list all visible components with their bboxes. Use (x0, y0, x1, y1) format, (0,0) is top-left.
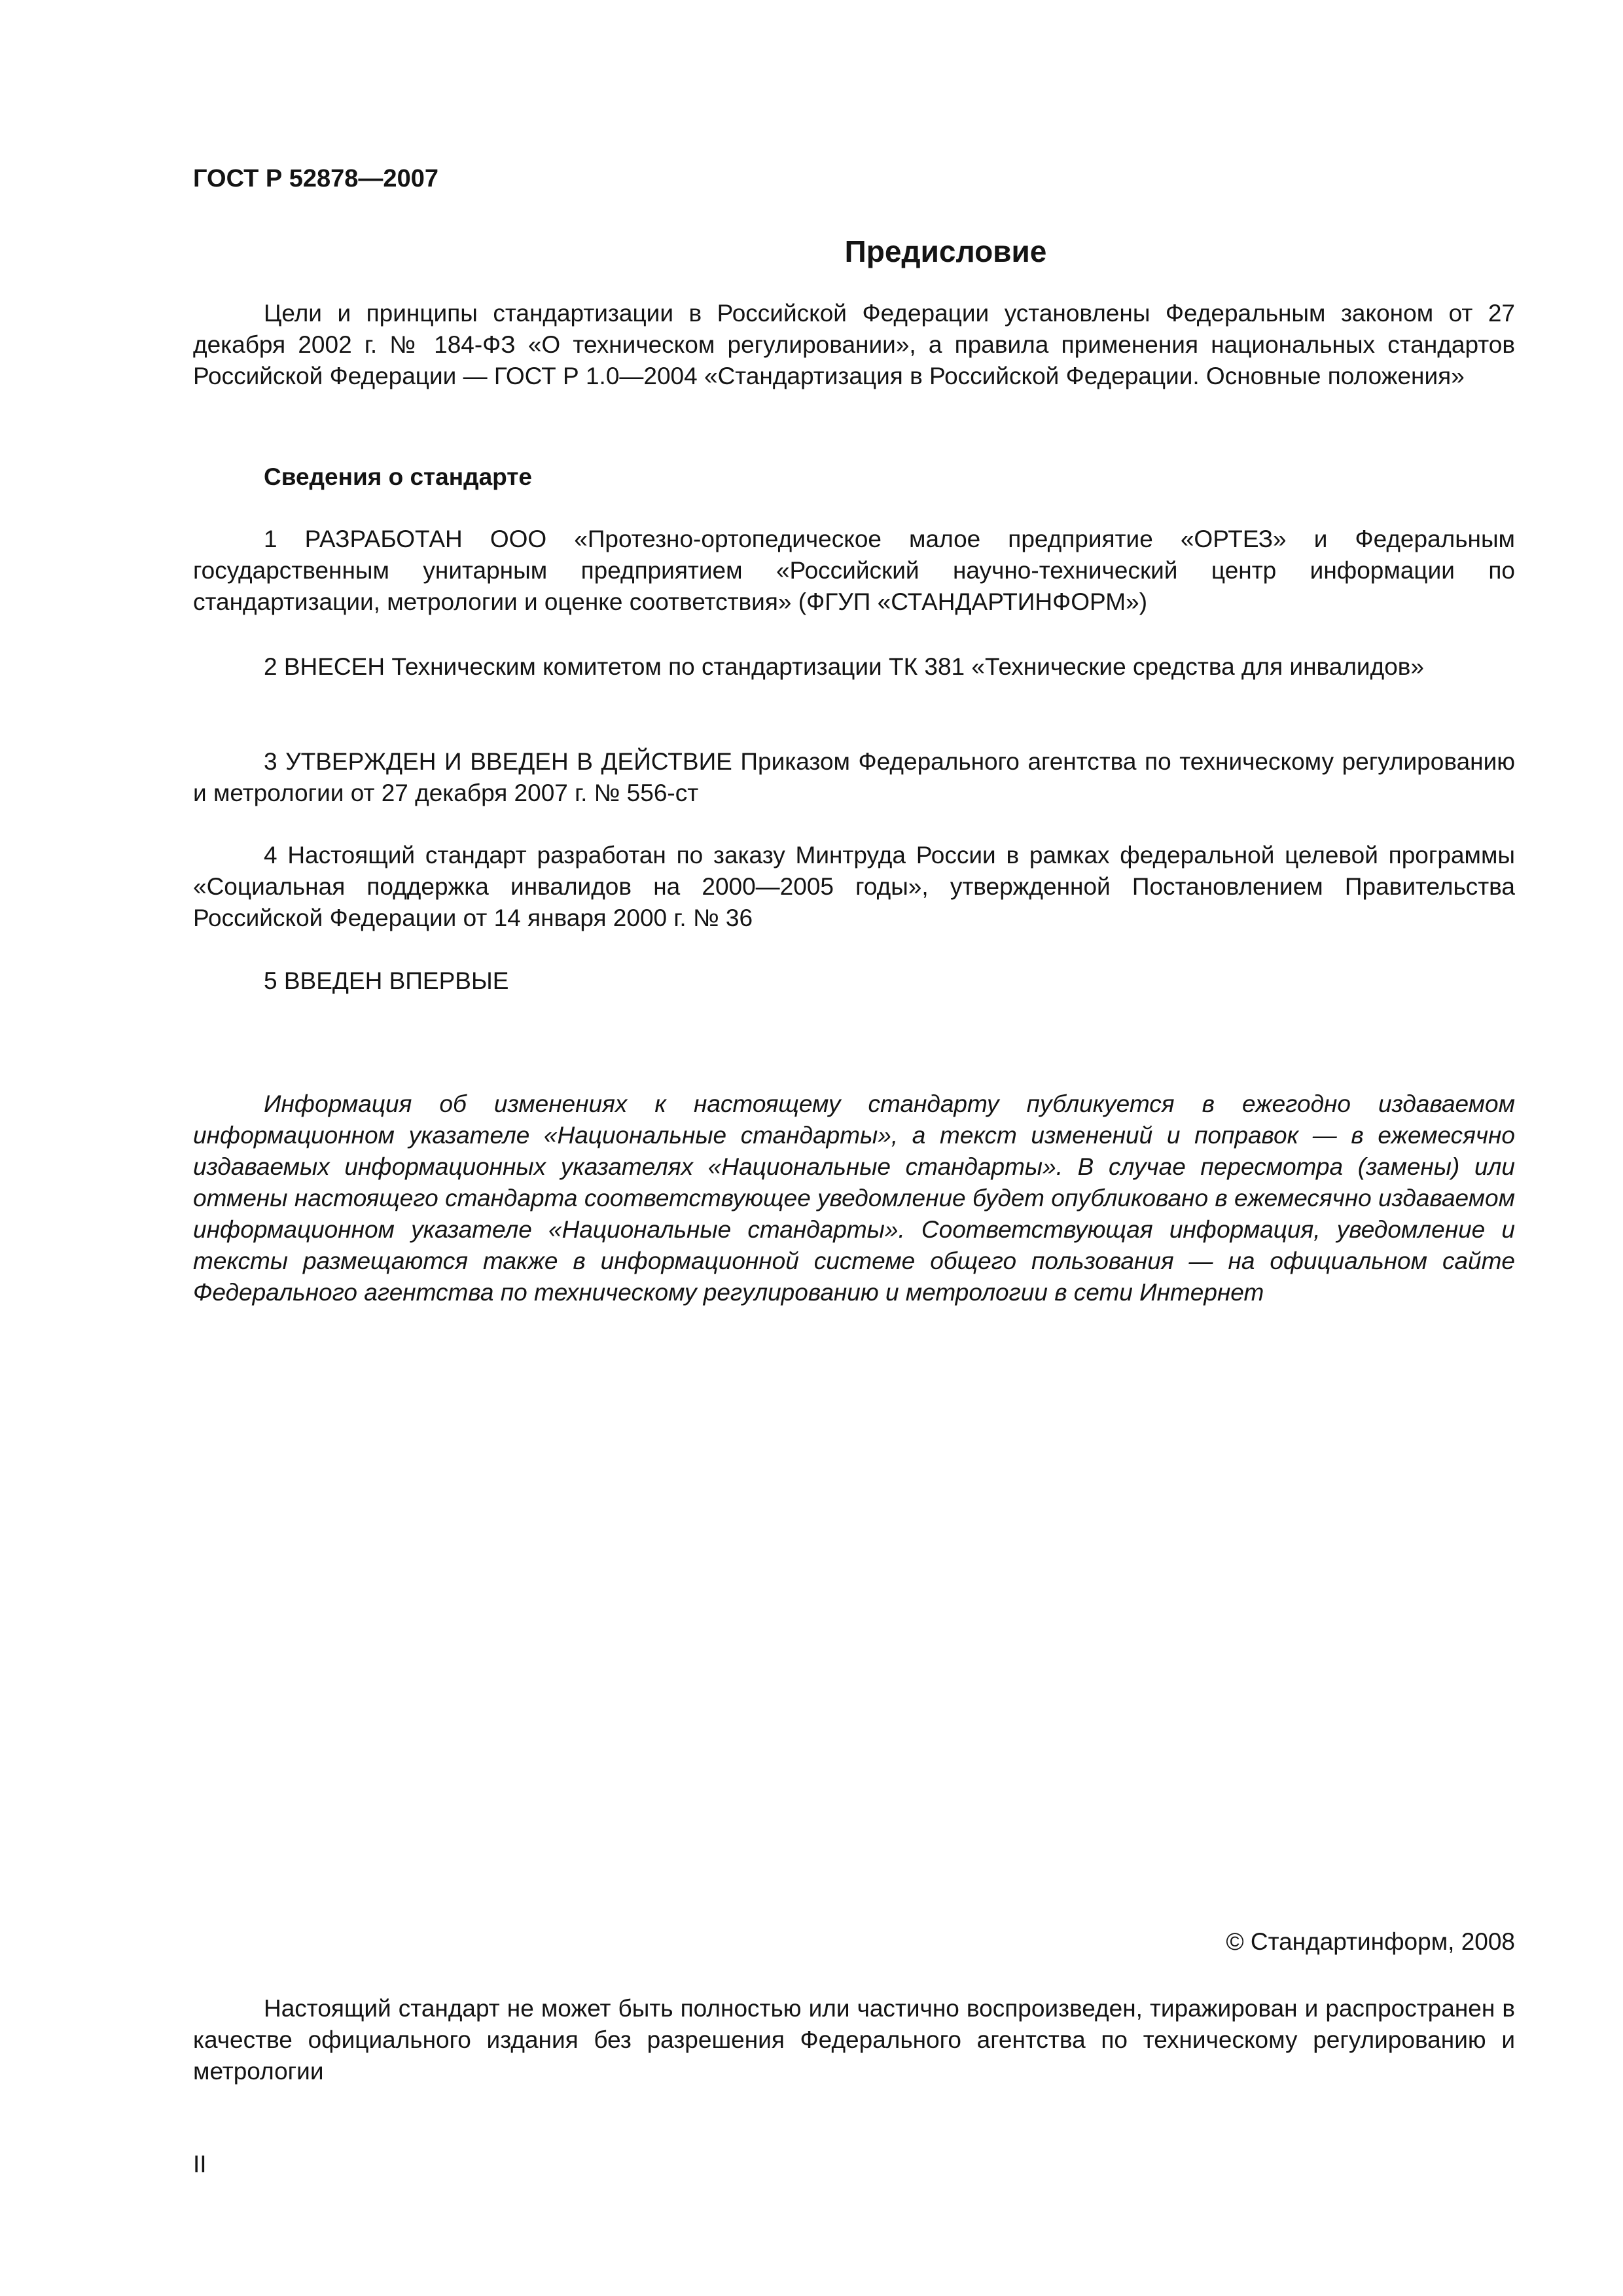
item-5: 5 ВВЕДЕН ВПЕРВЫЕ (264, 967, 509, 994)
reproduction-notice: Настоящий стандарт не может быть полностью или частично воспроизведен, тиражирован и распространен в качестве официального издания без разрешения Федерального агентства по техническому регулированию и метрологии (193, 1995, 1515, 2085)
standard-id: ГОСТ Р 52878—2007 (193, 165, 438, 192)
copyright: © Стандартинформ, 2008 (1226, 1928, 1515, 1955)
page-number: II (193, 2151, 207, 2178)
amendments-notice: Информация об изменениях к настоящему стандарту публикуется в ежегодно издаваемом информационном указателе «Национальные стандарты», а текст изменений и поправок — в ежемесячно издаваемых информационных указателях «Национальные стандарты». В случае пересмотра (замены) или отмены настоящего стандарта соответствующее уведомление будет опубликовано в ежемесячно издаваемом информационном указателе «Национальные стандарты». Соответствующая информация, уведомление и тексты размещаются также в информационной системе общего пользования — на официальном сайте Федерального агентства по техническому регулированию и метрологии в сети Интернет (193, 1090, 1515, 1306)
info-heading: Сведения о стандарте (264, 463, 532, 490)
intro-paragraph: Цели и принципы стандартизации в Российской Федерации установлены Федеральным законом от 27 декабря 2002 г. № 184-ФЗ «О техническом регулировании», а правила применения национальных стандартов Российской Федерации — ГОСТ Р 1.0—2004 «Стандартизация в Российской Федерации. Основные положения» (193, 300, 1515, 389)
page-title: Предисловие (844, 234, 1047, 268)
item-1: 1 РАЗРАБОТАН ООО «Протезно-ортопедическое малое предприятие «ОРТЕЗ» и Федеральным государственным унитарным предприятием «Российский научно-технический центр информации по стандартизации, метрологии и оценке соответствия» (ФГУП «СТАНДАРТИНФОРМ») (193, 526, 1515, 615)
item-3: 3 УТВЕРЖДЕН И ВВЕДЕН В ДЕЙСТВИЕ Приказом Федерального агентства по техническому регулированию и метрологии от 27 декабря 2007 г. № 556-ст (193, 748, 1515, 806)
item-2: 2 ВНЕСЕН Техническим комитетом по стандартизации ТК 381 «Технические средства для инвалидов» (264, 653, 1425, 680)
item-4: 4 Настоящий стандарт разработан по заказу Минтруда России в рамках федеральной целевой программы «Социальная поддержка инвалидов на 2000—2005 годы», утвержденной Постановлением Правительства Российской Федерации от 14 января 2000 г. № 36 (193, 842, 1515, 931)
document-page (193, 0, 1515, 2296)
